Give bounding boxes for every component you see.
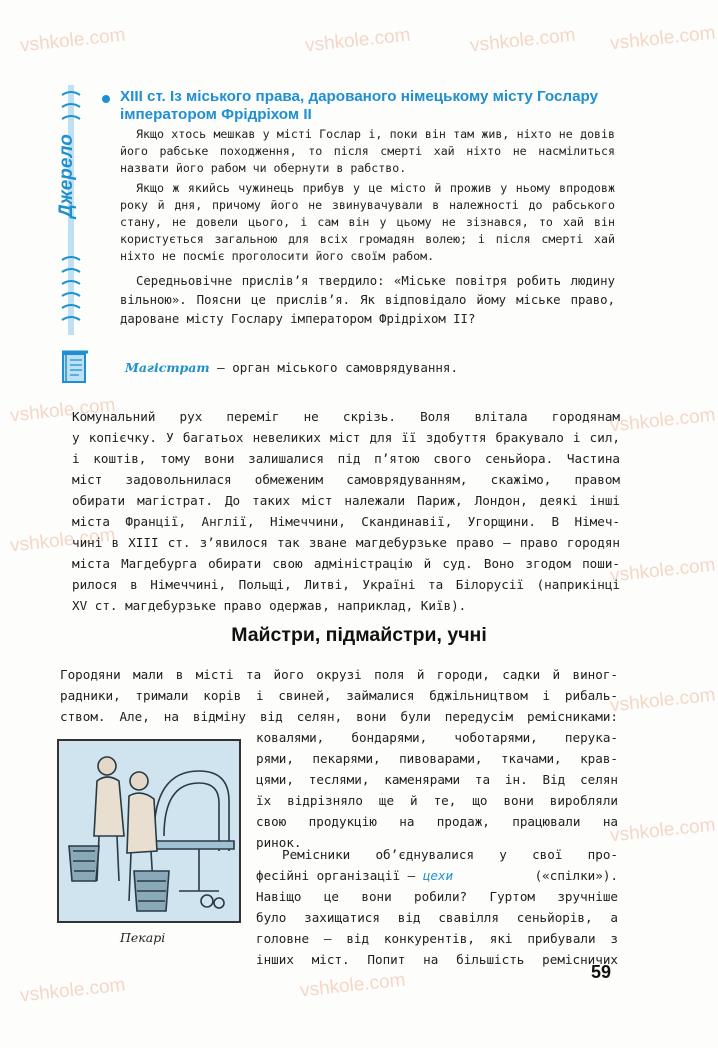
term-guilds: цехи: [422, 868, 454, 883]
paragraph-commune: [72, 406, 620, 616]
text-line: Городяни мали в місті та його окрузі поля й городи, садки й виног-: [60, 667, 618, 682]
watermark: vshkole.com: [9, 394, 117, 427]
text-line: фесійні організації — цехи («спілки»).: [256, 868, 618, 883]
text-line: було захищатися від свавілля сеньйорів, а: [256, 910, 618, 925]
bullet-icon: [102, 95, 110, 103]
watermark: vshkole.com: [609, 404, 717, 437]
source-title: XIII ст. Із міського права, дарованого німецькому місту Гослару імператором Фрідріхом II: [120, 88, 599, 123]
text-line: Комунальний рух переміг не скрізь. Воля влітала городянам: [72, 409, 620, 424]
watermark: vshkole.com: [609, 554, 717, 587]
text-line: цями, теслями, каменярами та ін. Від селян: [256, 772, 618, 787]
bakers-illustration: [57, 739, 241, 923]
definition: [125, 360, 458, 375]
notebook-icon: [60, 350, 90, 386]
definition-term: Магістрат: [125, 360, 210, 375]
text-line: міста Магдебурга обирати свою адміністрацію й суд. Воно згодом поши-: [72, 556, 620, 571]
text-line: головне — від конкурентів, які прибували з: [256, 931, 618, 946]
watermark: vshkole.com: [469, 24, 577, 57]
figure-caption: Пекарі: [120, 930, 166, 945]
source-paragraph-1: Якщо хтось мешкав у місті Гослар і, поки він там жив, ніхто не довів його рабське походження, то після смерті хай ніхто не насмілиться назвати його рабом чи обернути в рабство.: [120, 127, 615, 175]
section-heading: Майстри, підмайстри, учні: [231, 624, 487, 646]
text-line: рилося в Німеччині, Польщі, Литві, Україні та Білорусії (наприкінці: [72, 577, 620, 592]
page-number: 59: [591, 962, 612, 982]
text-line: радники, тримали корів і свиней, займалися бджільництвом і рибаль-: [60, 688, 618, 703]
watermark: vshkole.com: [19, 24, 127, 57]
watermark: vshkole.com: [19, 974, 127, 1007]
watermark: vshkole.com: [609, 814, 717, 847]
source-side-label: Джерело: [56, 134, 77, 218]
watermark: vshkole.com: [609, 684, 717, 717]
text-line: рями, пекарями, пивоварами, ткачами, крав-: [256, 751, 618, 766]
source-paragraph-2: Якщо ж якийсь чужинець прибув у це місто й прожив у ньому впродовж року й дня, причому його не звинувачували в належності до рабського стану, не довели цього, і сам він у цьому не зізнався, то хай він користується загальною для всіх громадян волею; і після смерті хай ніхто не посміє проголосити його своїм рабом.: [120, 181, 615, 263]
text-line: чині в XIII ст. з’явилося так зване магдебурзьке право — право городян: [72, 535, 620, 550]
text-line: міст задовольнилася обмеженим самоврядуванням, скажімо, правом: [72, 472, 620, 487]
paragraph-crafts-continued: [256, 727, 618, 853]
text-line: ринок.: [256, 835, 302, 850]
text-line: обирати магістрат. До таких міст належали Париж, Лондон, деякі інші: [72, 493, 620, 508]
text-line: Ремісники об’єднувалися у свої про-: [282, 847, 618, 862]
text-line: XV ст. магдебурзьке право одержав, наприклад, Київ).: [72, 598, 467, 613]
paragraph-guilds: [256, 844, 618, 970]
watermark: vshkole.com: [609, 22, 717, 55]
text-line: Навіщо це вони робили? Гуртом зручніше: [256, 889, 618, 904]
watermark: vshkole.com: [304, 24, 412, 57]
watermark: vshkole.com: [299, 969, 407, 1002]
definition-text: — орган міського самоврядування.: [209, 360, 458, 375]
text-line: інших міст. Попит на більшість ремісничих: [256, 952, 618, 967]
text-line: їх відрізняло ще й те, що вони виробляли: [256, 793, 618, 808]
text-line: свою продукцію на продаж, працювали на: [256, 814, 618, 829]
paragraph-crafts: [60, 664, 618, 727]
source-question: Середньовічне прислів’я твердило: «Міське повітря робить людину вільною». Поясни це прислів’я. Як відповідало йому міське право, дароване місту Гослару імператором Фрідріхом II?: [120, 274, 615, 326]
text-line: ством. Але, на відміну від селян, вони були передусім ремісниками:: [60, 709, 618, 724]
text-line: міста Франції, Англії, Німеччини, Скандинавії, Угорщини. В Німеч-: [72, 514, 620, 529]
text-line: і коштів, тому вони залишалися під п’ятою свого сеньйора. Частина: [72, 451, 620, 466]
watermark: vshkole.com: [9, 524, 117, 557]
text-line: ковалями, бондарями, чоботарями, перука-: [256, 730, 618, 745]
text-line: у копієчку. У багатьох невеликих міст для її здобуття бракувало і сил,: [72, 430, 620, 445]
